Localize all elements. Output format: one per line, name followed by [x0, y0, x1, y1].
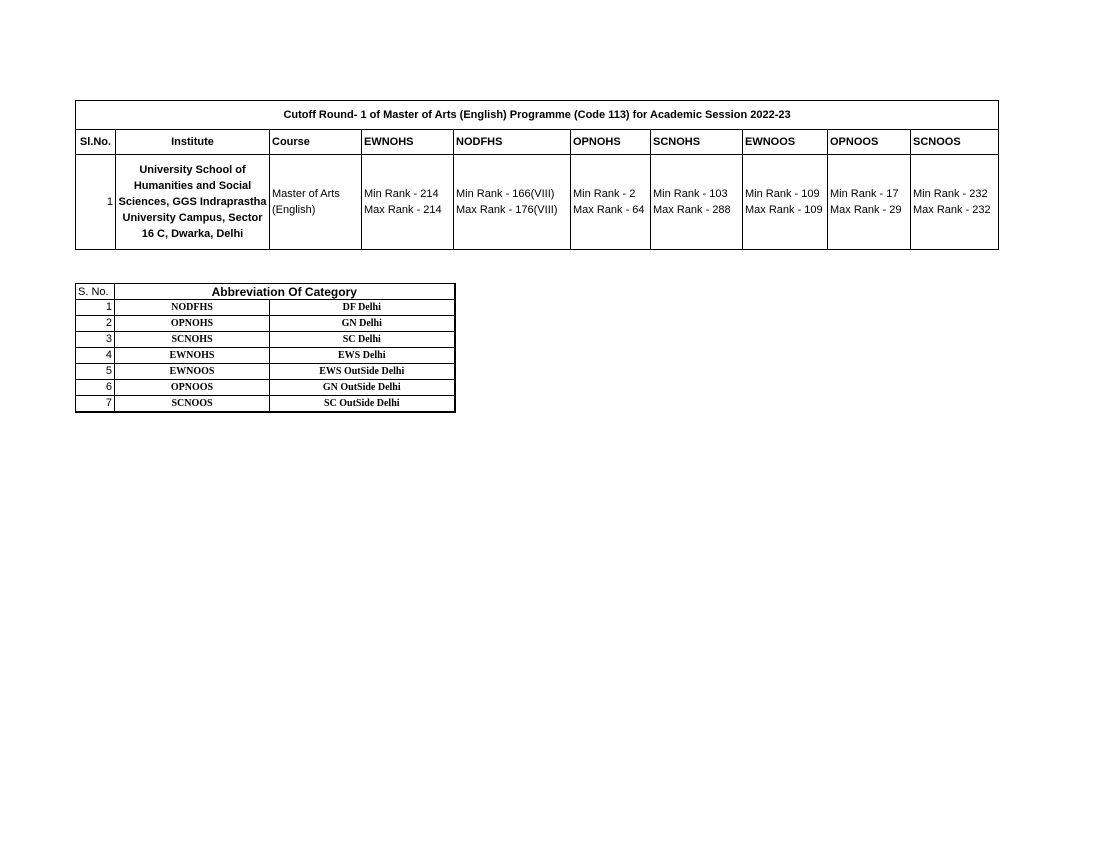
row-number: 3	[76, 332, 115, 348]
abbreviation-title: Abbreviation Of Category	[115, 284, 455, 300]
row-number: 7	[76, 396, 115, 413]
header-scnoos: SCNOOS	[911, 130, 999, 155]
table-row	[76, 380, 455, 396]
abbreviation-table	[75, 283, 456, 413]
category-description: EWS OutSide Delhi	[270, 364, 455, 380]
cell-ewnoos	[743, 155, 828, 250]
row-number: 2	[76, 316, 115, 332]
header-ewnohs: EWNOHS	[362, 130, 454, 155]
cutoff-table	[75, 100, 999, 250]
max-rank: Max Rank - 64	[573, 204, 645, 216]
table-row	[76, 300, 455, 316]
max-rank: Max Rank - 29	[830, 204, 902, 216]
max-rank: Max Rank - 214	[364, 204, 442, 216]
category-description: SC OutSide Delhi	[270, 396, 455, 413]
min-rank: Min Rank - 103	[653, 188, 728, 200]
row-sl-no: 1	[76, 155, 116, 250]
cell-scnoos	[911, 155, 999, 250]
table-row	[76, 348, 455, 364]
category-description: GN Delhi	[270, 316, 455, 332]
row-number: 1	[76, 300, 115, 316]
category-code: EWNOOS	[115, 364, 270, 380]
table-row	[76, 396, 455, 413]
cell-scnohs	[651, 155, 743, 250]
max-rank: Max Rank - 109	[745, 204, 823, 216]
header-s-no: S. No.	[76, 284, 115, 300]
max-rank: Max Rank - 232	[913, 204, 991, 216]
cell-opnoos	[828, 155, 911, 250]
min-rank: Min Rank - 232	[913, 188, 988, 200]
category-code: SCNOOS	[115, 396, 270, 413]
cutoff-title: Cutoff Round- 1 of Master of Arts (English) Programme (Code 113) for Academic Session 2022-23	[76, 101, 999, 130]
table-row	[76, 332, 455, 348]
cell-opnohs	[571, 155, 651, 250]
cell-ewnohs	[362, 155, 454, 250]
header-ewnoos: EWNOOS	[743, 130, 828, 155]
row-number: 4	[76, 348, 115, 364]
min-rank: Min Rank - 17	[830, 188, 899, 200]
category-code: NODFHS	[115, 300, 270, 316]
max-rank: Max Rank - 176(VIII)	[456, 204, 558, 216]
category-code: OPNOOS	[115, 380, 270, 396]
min-rank: Min Rank - 109	[745, 188, 820, 200]
header-institute: Institute	[116, 130, 270, 155]
cutoff-header-row	[76, 130, 999, 155]
category-description: SC Delhi	[270, 332, 455, 348]
category-description: GN OutSide Delhi	[270, 380, 455, 396]
category-description: DF Delhi	[270, 300, 455, 316]
category-code: EWNOHS	[115, 348, 270, 364]
category-description: EWS Delhi	[270, 348, 455, 364]
cell-nodfhs	[454, 155, 571, 250]
header-sl-no: Sl.No.	[76, 130, 116, 155]
table-row	[76, 364, 455, 380]
header-opnoos: OPNOOS	[828, 130, 911, 155]
row-number: 6	[76, 380, 115, 396]
min-rank: Min Rank - 214	[364, 188, 439, 200]
row-institute: University School of Humanities and Social Sciences, GGS Indraprastha University Campus, Sector 16 C, Dwarka, Delhi	[116, 155, 270, 250]
row-course: Master of Arts (English)	[270, 155, 362, 250]
max-rank: Max Rank - 288	[653, 204, 731, 216]
header-scnohs: SCNOHS	[651, 130, 743, 155]
table-row	[76, 155, 999, 250]
abbreviation-header-row	[76, 284, 455, 300]
min-rank: Min Rank - 166(VIII)	[456, 188, 555, 200]
row-number: 5	[76, 364, 115, 380]
header-opnohs: OPNOHS	[571, 130, 651, 155]
category-code: OPNOHS	[115, 316, 270, 332]
table-row	[76, 316, 455, 332]
header-nodfhs: NODFHS	[454, 130, 571, 155]
header-course: Course	[270, 130, 362, 155]
category-code: SCNOHS	[115, 332, 270, 348]
min-rank: Min Rank - 2	[573, 188, 636, 200]
